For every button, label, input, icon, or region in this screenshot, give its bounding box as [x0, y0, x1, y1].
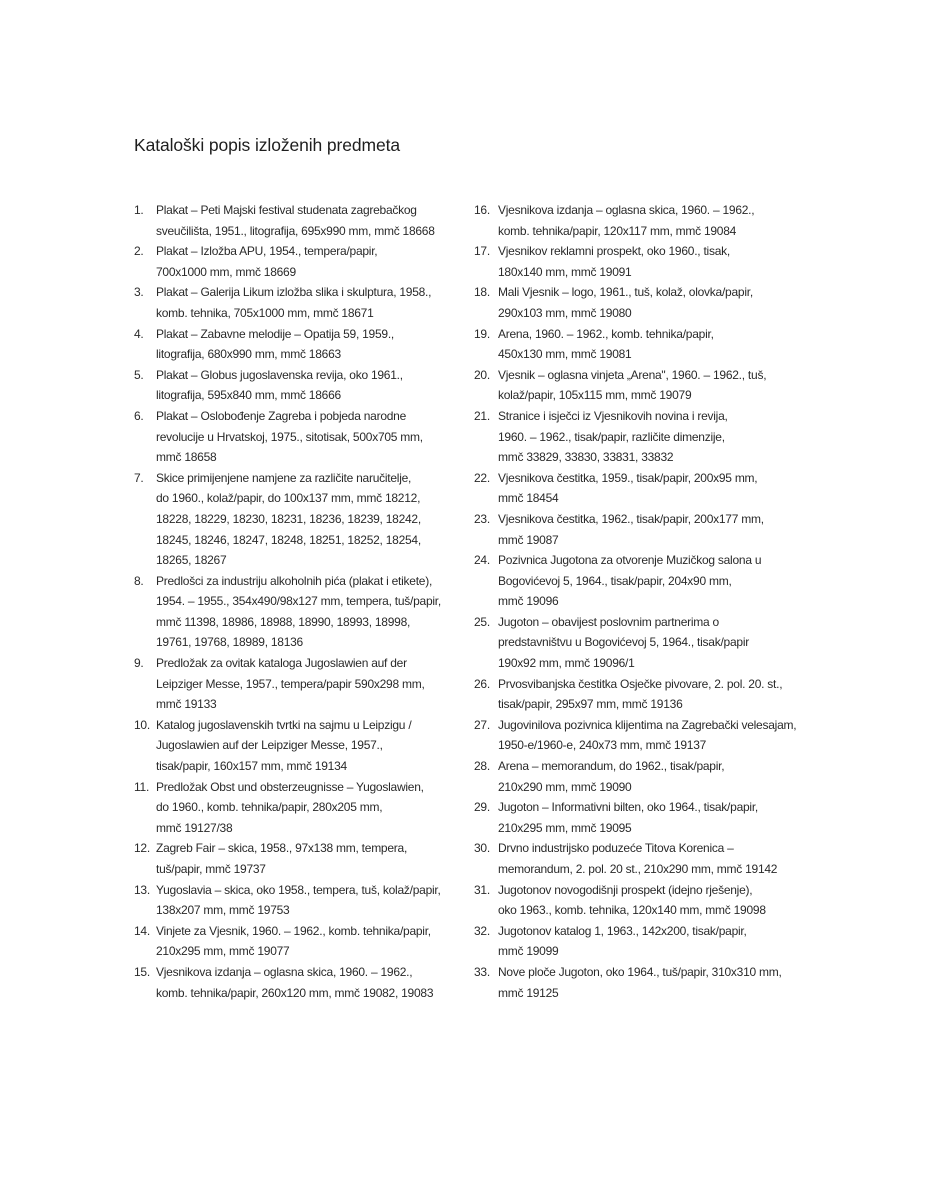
entry-text-line: mmč 33829, 33830, 33831, 33832: [498, 450, 674, 465]
entry-text-line: Jugotonov novogodišnji prospekt (idejno rješenje),: [498, 882, 753, 897]
entry-text-line: mmč 18454: [498, 491, 559, 506]
catalog-entry: [474, 282, 814, 323]
catalog-entry: [134, 365, 464, 406]
entry-text-line: litografija, 595x840 mm, mmč 18666: [156, 388, 341, 403]
entry-number: 21.: [474, 408, 490, 423]
catalog-list-left-column: [134, 200, 464, 1003]
entry-text-line: Jugotonov katalog 1, 1963., 142x200, tisak/papir,: [498, 923, 747, 938]
page-title: Kataloški popis izloženih predmeta: [134, 135, 401, 155]
entry-text-line: kolaž/papir, 105x115 mm, mmč 19079: [498, 388, 692, 403]
catalog-entry: [134, 777, 464, 839]
catalog-entry: [474, 241, 814, 282]
entry-text-line: Predložak za ovitak kataloga Jugoslawien auf der: [156, 656, 407, 671]
catalog-entry: [134, 880, 464, 921]
entry-text-line: Predložak Obst und obsterzeugnisse – Yugoslawien,: [156, 779, 424, 794]
entry-number: 9.: [134, 656, 144, 671]
entry-text-line: 1960. – 1962., tisak/papir, različite dimenzije,: [498, 429, 725, 444]
entry-text-line: Plakat – Peti Majski festival studenata zagrebačkog: [156, 203, 417, 217]
catalog-entry: [134, 571, 464, 653]
entry-text-line: Jugoslawien auf der Leipziger Messe, 1957.,: [156, 738, 383, 753]
entry-text-line: Plakat – Izložba APU, 1954., tempera/papir,: [156, 244, 378, 259]
entry-text-line: Pozivnica Jugotona za otvorenje Muzičkog salona u: [498, 553, 762, 568]
entry-text-line: Arena, 1960. – 1962., komb. tehnika/papir,: [498, 326, 714, 341]
entry-text-line: Vjesnikov reklamni prospekt, oko 1960., tisak,: [498, 244, 730, 259]
catalog-entry: [134, 921, 464, 962]
entry-text-line: Plakat – Oslobođenje Zagreba i pobjeda narodne: [156, 408, 407, 423]
entry-number: 13.: [134, 882, 150, 897]
entry-text-line: 138x207 mm, mmč 19753: [156, 903, 290, 918]
entry-text-line: do 1960., komb. tehnika/papir, 280x205 mm,: [156, 800, 383, 815]
entry-text-line: Katalog jugoslavenskih tvrtki na sajmu u Leipzigu /: [156, 717, 412, 732]
entry-number: 12.: [134, 841, 150, 856]
entry-number: 26.: [474, 676, 490, 691]
entry-number: 18.: [474, 285, 490, 300]
catalog-entry: [134, 241, 464, 282]
entry-text-line: Leipziger Messe, 1957., tempera/papir 590x298 mm,: [156, 676, 425, 691]
entry-text-line: komb. tehnika, 705x1000 mm, mmč 18671: [156, 305, 374, 320]
entry-text-line: 18245, 18246, 18247, 18248, 18251, 18252, 18254,: [156, 532, 421, 547]
catalog-entry: [134, 838, 464, 879]
catalog-list-right-column: [474, 200, 814, 1003]
entry-number: 1.: [134, 203, 144, 217]
entry-number: 14.: [134, 923, 150, 938]
entry-text-line: Plakat – Galerija Likum izložba slika i skulptura, 1958.,: [156, 285, 432, 300]
entry-text-line: mmč 11398, 18986, 18988, 18990, 18993, 18998,: [156, 614, 411, 629]
entry-text-line: litografija, 680x990 mm, mmč 18663: [156, 347, 341, 362]
catalog-entry: [474, 200, 814, 241]
catalog-entry: [134, 715, 464, 777]
entry-text-line: mmč 19087: [498, 532, 559, 547]
entry-text-line: Mali Vjesnik – logo, 1961., tuš, kolaž, olovka/papir,: [498, 285, 753, 300]
entry-text-line: komb. tehnika/papir, 260x120 mm, mmč 19082, 19083: [156, 985, 434, 1000]
catalog-entry: [474, 756, 814, 797]
entry-number: 22.: [474, 470, 490, 485]
entry-number: 20.: [474, 367, 490, 382]
entry-text-line: tuš/papir, mmč 19737: [156, 862, 266, 876]
entry-text-line: komb. tehnika/papir, 120x117 mm, mmč 19084: [498, 223, 737, 238]
entry-number: 30.: [474, 841, 490, 856]
entry-number: 10.: [134, 717, 150, 732]
catalog-entry: [474, 674, 814, 715]
catalog-entry: [474, 880, 814, 921]
entry-number: 17.: [474, 244, 490, 259]
entry-text-line: 450x130 mm, mmč 19081: [498, 347, 632, 362]
entry-text-line: Prvosvibanjska čestitka Osječke pivovare, 2. pol. 20. st.,: [498, 676, 783, 691]
entry-text-line: mmč 19125: [498, 985, 559, 1000]
catalog-entry: [134, 406, 464, 468]
entry-text-line: 19761, 19768, 18989, 18136: [156, 635, 303, 650]
entry-text-line: 700x1000 mm, mmč 18669: [156, 264, 296, 279]
entry-text-line: Vjesnikova izdanja – oglasna skica, 1960. – 1962.,: [498, 203, 755, 217]
entry-text-line: sveučilišta, 1951., litografija, 695x990 mm, mmč 18668: [156, 223, 435, 238]
catalog-entry: [134, 653, 464, 715]
entry-text-line: Skice primijenjene namjene za različite naručitelje,: [156, 470, 412, 485]
catalog-entry: [474, 509, 814, 550]
entry-text-line: Vjesnik – oglasna vinjeta „Arena", 1960. – 1962., tuš,: [498, 367, 767, 382]
entry-text-line: 1954. – 1955., 354x490/98x127 mm, tempera, tuš/papir,: [156, 594, 441, 609]
entry-number: 3.: [134, 285, 144, 300]
entry-text-line: mmč 19127/38: [156, 820, 233, 835]
entry-text-line: memorandum, 2. pol. 20 st., 210x290 mm, mmč 19142: [498, 862, 778, 876]
entry-text-line: revolucije u Hrvatskoj, 1975., sitotisak, 500x705 mm,: [156, 429, 423, 444]
entry-text-line: 210x295 mm, mmč 19095: [498, 820, 632, 835]
entry-number: 8.: [134, 573, 144, 588]
entry-text-line: oko 1963., komb. tehnika, 120x140 mm, mmč 19098: [498, 903, 766, 918]
entry-number: 33.: [474, 964, 490, 979]
entry-number: 27.: [474, 717, 490, 732]
entry-text-line: mmč 18658: [156, 450, 217, 465]
entry-number: 5.: [134, 367, 144, 382]
entry-number: 28.: [474, 759, 490, 774]
catalog-entry: [134, 282, 464, 323]
entry-number: 16.: [474, 203, 490, 217]
entry-number: 15.: [134, 964, 150, 979]
entry-number: 31.: [474, 882, 490, 897]
entry-text-line: 210x295 mm, mmč 19077: [156, 944, 290, 959]
entry-text-line: Vjesnikova čestitka, 1962., tisak/papir, 200x177 mm,: [498, 511, 764, 526]
entry-text-line: Drvno industrijsko poduzeće Titova Korenica –: [498, 841, 734, 856]
entry-number: 25.: [474, 614, 490, 629]
entry-text-line: Bogovićevoj 5, 1964., tisak/papir, 204x90 mm,: [498, 573, 732, 588]
catalog-entry: [474, 550, 814, 612]
entry-number: 19.: [474, 326, 490, 341]
entry-text-line: Vjesnikova čestitka, 1959., tisak/papir, 200x95 mm,: [498, 470, 758, 485]
entry-text-line: Jugoton – Informativni bilten, oko 1964., tisak/papir,: [498, 800, 758, 815]
entry-text-line: Vjesnikova izdanja – oglasna skica, 1960. – 1962.,: [156, 964, 413, 979]
entry-number: 2.: [134, 244, 144, 259]
entry-text-line: mmč 19099: [498, 944, 559, 959]
entry-text-line: Arena – memorandum, do 1962., tisak/papir,: [498, 759, 725, 774]
entry-text-line: 210x290 mm, mmč 19090: [498, 779, 632, 794]
entry-text-line: 290x103 mm, mmč 19080: [498, 305, 632, 320]
entry-number: 6.: [134, 408, 144, 423]
entry-text-line: Yugoslavia – skica, oko 1958., tempera, tuš, kolaž/papir,: [156, 882, 441, 897]
entry-text-line: tisak/papir, 295x97 mm, mmč 19136: [498, 697, 683, 712]
entry-text-line: mmč 19096: [498, 594, 559, 609]
entry-text-line: Nove ploče Jugoton, oko 1964., tuš/papir, 310x310 mm,: [498, 964, 782, 979]
entry-text-line: 18265, 18267: [156, 553, 227, 568]
catalog-entry: [134, 324, 464, 365]
entry-text-line: 180x140 mm, mmč 19091: [498, 264, 632, 279]
catalog-entry: [134, 468, 464, 571]
entry-text-line: predstavništvu u Bogovićevoj 5, 1964., tisak/papir: [498, 635, 749, 650]
entry-number: 24.: [474, 553, 490, 568]
entry-text-line: Vinjete za Vjesnik, 1960. – 1962., komb. tehnika/papir,: [156, 923, 431, 938]
catalog-entry: [134, 200, 464, 241]
catalog-entry: [474, 612, 814, 674]
entry-number: 29.: [474, 800, 490, 815]
entry-text-line: tisak/papir, 160x157 mm, mmč 19134: [156, 759, 347, 774]
entry-text-line: 190x92 mm, mmč 19096/1: [498, 656, 635, 671]
catalog-entry: [474, 406, 814, 468]
entry-text-line: 1950-e/1960-e, 240x73 mm, mmč 19137: [498, 738, 707, 753]
catalog-entry: [134, 962, 464, 1003]
entry-number: 32.: [474, 923, 490, 938]
entry-number: 23.: [474, 511, 490, 526]
entry-text-line: Jugovinilova pozivnica klijentima na Zagrebački velesajam,: [498, 717, 797, 732]
catalog-entry: [474, 468, 814, 509]
catalog-entry: [474, 962, 814, 1003]
entry-text-line: Plakat – Globus jugoslavenska revija, oko 1961.,: [156, 367, 403, 382]
catalog-entry: [474, 921, 814, 962]
entry-text-line: mmč 19133: [156, 697, 217, 712]
entry-text-line: Stranice i isječci iz Vjesnikovih novina i revija,: [498, 408, 728, 423]
entry-number: 11.: [134, 779, 150, 794]
entry-text-line: Predlošci za industriju alkoholnih pića (plakat i etikete),: [156, 573, 433, 588]
catalog-entry: [474, 797, 814, 838]
catalog-entry: [474, 715, 814, 756]
entry-number: 7.: [134, 470, 144, 485]
catalog-entry: [474, 838, 814, 879]
entry-text-line: 18228, 18229, 18230, 18231, 18236, 18239, 18242,: [156, 511, 421, 526]
entry-number: 4.: [134, 326, 144, 341]
entry-text-line: Zagreb Fair – skica, 1958., 97x138 mm, tempera,: [156, 841, 408, 856]
catalog-entry: [474, 365, 814, 406]
entry-text-line: Plakat – Zabavne melodije – Opatija 59, 1959.,: [156, 326, 394, 341]
entry-text-line: Jugoton – obavijest poslovnim partnerima o: [498, 614, 719, 629]
catalog-entry: [474, 324, 814, 365]
entry-text-line: do 1960., kolaž/papir, do 100x137 mm, mmč 18212,: [156, 491, 421, 506]
